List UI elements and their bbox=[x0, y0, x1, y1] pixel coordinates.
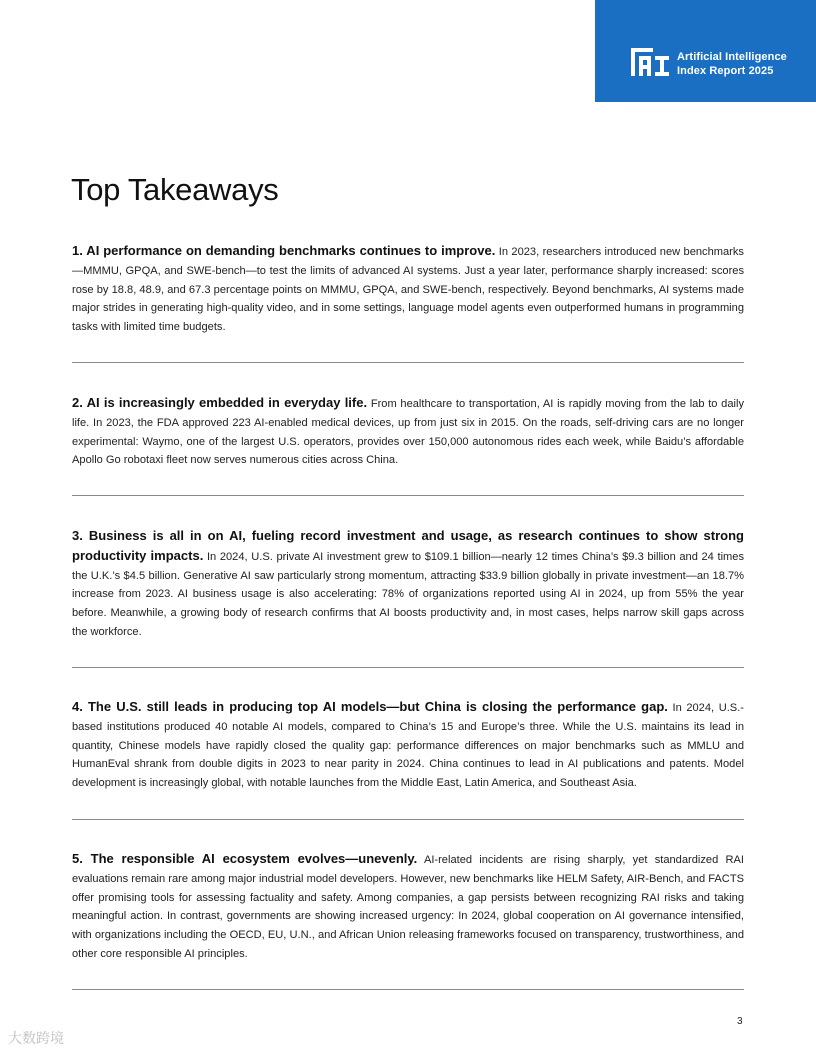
takeaway-4-body: In 2024, U.S.-based institutions produced 40 notable AI models, compared to China’s 15 and Europe’s three. While the U.S. maintains its lead in quantity, Chinese models have rapidly closed the quality gap: performance differences on major benchmarks such as MMLU and HumanEval shrank from double digits in 2023 to near parity in 2024. China continues to lead in AI publications and patents. Model development is increasingly global, with notable launches from the Middle East, Latin America, and Southeast Asia. bbox=[72, 702, 744, 790]
report-header-banner bbox=[595, 0, 816, 102]
takeaway-2-body: From healthcare to transportation, AI is rapidly moving from the lab to daily life. In 2023, the FDA approved 223 AI-enabled medical devices, up from just six in 2015. On the roads, self-driving cars are no longer experimental: Waymo, one of the largest U.S. operators, provides over 150,000 autonomous rides each week, while Baidu’s affordable Apollo Go robotaxi fleet now serves numerous cities across China. bbox=[72, 398, 744, 467]
takeaway-5 bbox=[72, 850, 744, 964]
takeaway-2 bbox=[72, 394, 744, 470]
takeaway-1-heading: 1. AI performance on demanding benchmarks continues to improve. bbox=[72, 243, 496, 258]
takeaway-3-heading: 3. Business is all in on AI, fueling record investment and usage, as research continues to show strong productivity impacts. bbox=[72, 528, 744, 563]
section-divider bbox=[72, 819, 744, 820]
takeaway-3 bbox=[72, 527, 744, 642]
takeaway-1-body: In 2023, researchers introduced new benchmarks—MMMU, GPQA, and SWE-bench—to test the limits of advanced AI systems. Just a year later, performance sharply increased: scores rose by 18.8, 48.9, and 67.3 percentage points on MMMU, GPQA, and SWE-bench, respectively. Beyond benchmarks, AI systems made major strides in generating high-quality video, and in some settings, language model agents even outperformed humans in programming tasks with limited time budgets. bbox=[72, 246, 744, 334]
page-number: 3 bbox=[737, 1016, 743, 1027]
takeaway-5-body: AI-related incidents are rising sharply, yet standardized RAI evaluations remain rare among major industrial model developers. However, new benchmarks like HELM Safety, AIR-Bench, and FACTS offer promising tools for assessing factuality and safety. Among companies, a gap persists between recognizing RAI risks and taking meaningful action. In contrast, governments are showing increased urgency: In 2024, global cooperation on AI governance intensified, with organizations including the OECD, EU, U.N., and African Union releasing frameworks focused on transparency, trustworthiness, and other core responsible AI principles. bbox=[72, 854, 744, 960]
takeaway-4-heading: 4. The U.S. still leads in producing top AI models—but China is closing the performance gap. bbox=[72, 699, 668, 714]
page-title: Top Takeaways bbox=[71, 172, 279, 207]
watermark: 大数跨境 bbox=[8, 1031, 64, 1047]
takeaway-3-body: In 2024, U.S. private AI investment grew to $109.1 billion—nearly 12 times China’s $9.3 billion and 24 times the U.K.’s $4.5 billion. Generative AI saw particularly strong momentum, attracting $33.9 billion globally in private investment—an 18.7% increase from 2023. AI business usage is also accelerating: 78% of organizations reported using AI in 2024, up from 55% the year before. Meanwhile, a growing body of research confirms that AI boosts productivity and, in most cases, helps narrow skill gaps across the workforce. bbox=[72, 550, 744, 638]
ai-index-logo-icon bbox=[629, 42, 671, 78]
report-name bbox=[677, 51, 787, 78]
section-divider bbox=[72, 495, 744, 496]
section-divider bbox=[72, 667, 744, 668]
report-name-line1: Artificial Intelligence bbox=[677, 51, 787, 63]
takeaway-2-heading: 2. AI is increasingly embedded in everyday life. bbox=[72, 395, 368, 410]
takeaway-4 bbox=[72, 698, 744, 793]
report-name-line2: Index Report 2025 bbox=[677, 64, 774, 77]
takeaway-5-heading: 5. The responsible AI ecosystem evolves—unevenly. bbox=[72, 851, 418, 866]
section-divider bbox=[72, 362, 744, 363]
section-divider bbox=[72, 989, 744, 990]
takeaway-1 bbox=[72, 242, 744, 337]
